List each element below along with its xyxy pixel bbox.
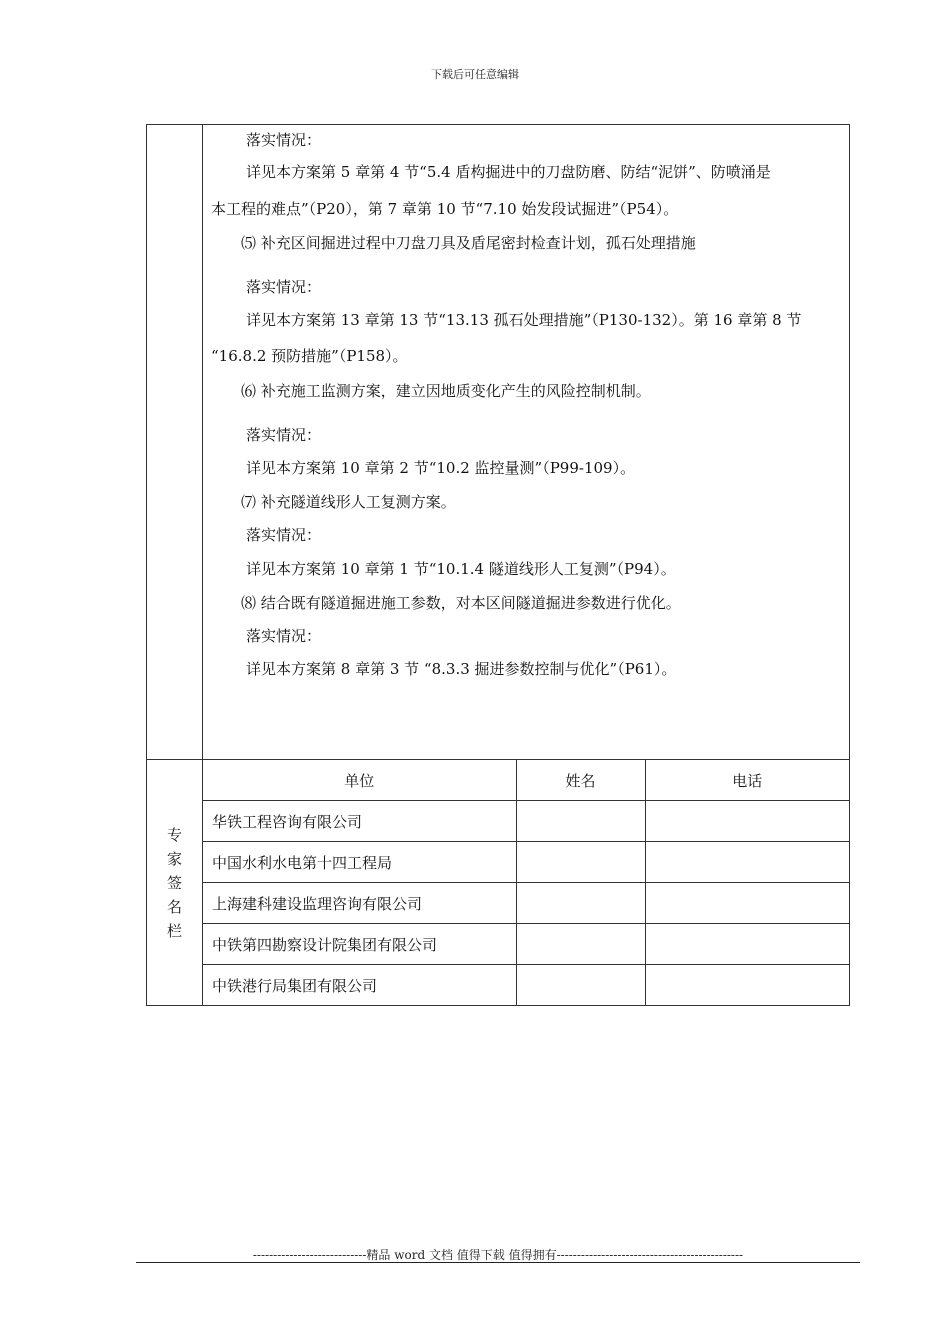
detail-text: 详见本方案第 5 章第 4 节“5.4 盾构掘进中的刀盘防磨、防结“泥饼”、防喷涌是: [246, 163, 771, 181]
table-row: [203, 883, 849, 924]
status-heading: 落实情况：: [246, 131, 322, 149]
unit-cell: 华铁工程咨询有限公司: [203, 801, 516, 842]
name-cell[interactable]: [516, 965, 645, 1006]
column-header-phone: 电话: [645, 760, 849, 801]
review-table: [146, 124, 850, 1006]
phone-cell[interactable]: [645, 883, 849, 924]
detail-text: 详见本方案第 10 章第 1 节“10.1.4 隧道线形人工复测”（P94）。: [246, 560, 676, 578]
signature-label-cell: [147, 760, 203, 1006]
phone-cell[interactable]: [645, 924, 849, 965]
unit-cell: 中铁港行局集团有限公司: [203, 965, 516, 1006]
status-heading: 落实情况：: [246, 627, 322, 645]
table-row: [203, 965, 849, 1006]
requirement-item: ⑸ 补充区间掘进过程中刀盘刀具及盾尾密封检查计划，孤石处理措施: [241, 234, 696, 252]
column-header-name: 姓名: [516, 760, 645, 801]
detail-text: 本工程的难点”（P20），第 7 章第 10 节“7.10 始发段试掘进”（P54）。: [211, 200, 679, 218]
status-heading: 落实情况：: [246, 526, 322, 544]
table-row: [203, 842, 849, 883]
unit-cell: 中国水利水电第十四工程局: [203, 842, 516, 883]
name-cell[interactable]: [516, 842, 645, 883]
detail-text: 详见本方案第 8 章第 3 节 “8.3.3 掘进参数控制与优化”（P61）。: [246, 660, 677, 678]
unit-cell: 上海建科建设监理咨询有限公司: [203, 883, 516, 924]
name-cell[interactable]: [516, 924, 645, 965]
name-cell[interactable]: [516, 801, 645, 842]
detail-text: 详见本方案第 13 章第 13 节“13.13 孤石处理措施”（P130-132）。第 16 章第 8 节: [246, 311, 802, 329]
signature-header-row: [203, 760, 849, 801]
name-cell[interactable]: [516, 883, 645, 924]
signature-table: [203, 760, 849, 1005]
table-row: [203, 801, 849, 842]
phone-cell[interactable]: [645, 801, 849, 842]
footer-divider: [136, 1262, 860, 1263]
page-footer-text: ----------------------------精品 word 文档 值得下载 值得拥有----------------------------------------------: [252, 1248, 744, 1262]
status-heading: 落实情况：: [246, 426, 322, 444]
phone-cell[interactable]: [645, 842, 849, 883]
requirement-item: ⑻ 结合既有隧道掘进施工参数，对本区间隧道掘进参数进行优化。: [241, 594, 681, 612]
left-blank-cell: [147, 125, 203, 760]
signature-label: 专家签名栏: [166, 825, 182, 940]
table-row: [203, 924, 849, 965]
implementation-content: [203, 125, 850, 760]
signature-area: [203, 760, 850, 1006]
page-header-note: 下载后可任意编辑: [431, 68, 519, 81]
unit-cell: 中铁第四勘察设计院集团有限公司: [203, 924, 516, 965]
detail-text: 详见本方案第 10 章第 2 节“10.2 监控量测”（P99-109）。: [246, 459, 636, 477]
requirement-item: ⑺ 补充隧道线形人工复测方案。: [241, 493, 456, 511]
column-header-unit: 单位: [203, 760, 516, 801]
detail-text: “16.8.2 预防措施”（P158）。: [211, 347, 408, 365]
phone-cell[interactable]: [645, 965, 849, 1006]
requirement-item: ⑹ 补充施工监测方案，建立因地质变化产生的风险控制机制。: [241, 382, 651, 400]
status-heading: 落实情况：: [246, 278, 322, 296]
